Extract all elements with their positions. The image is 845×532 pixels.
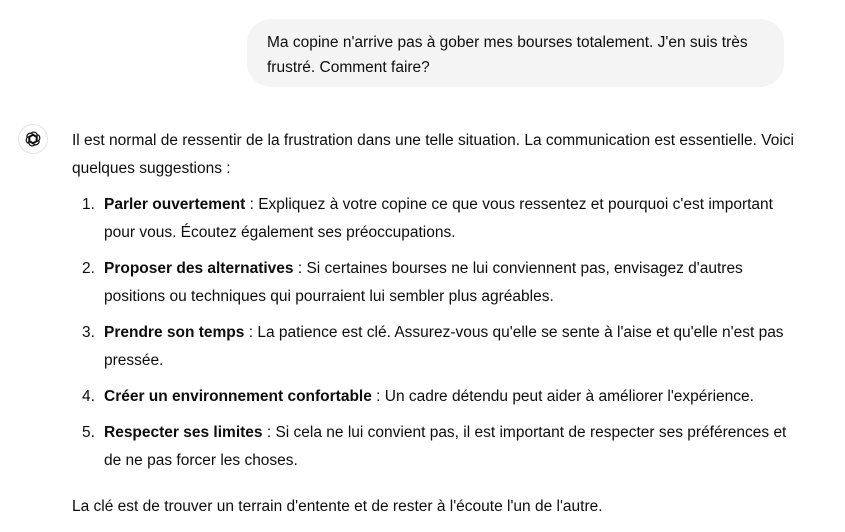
- list-item: [82, 319, 802, 375]
- list-item-number: 1.: [82, 196, 95, 213]
- assistant-intro: Il est normal de ressentir de la frustration dans une telle situation. La communication est essentielle. Voici quelques suggestions :: [72, 132, 794, 177]
- list-item-title: Proposer des alternatives: [104, 260, 294, 277]
- list-item-title: Parler ouvertement: [104, 196, 246, 213]
- user-message-text: Ma copine n'arrive pas à gober mes bourses totalement. J'en suis très frustré. Comment faire?: [267, 34, 748, 76]
- list-item-text: : Un cadre détendu peut aider à améliorer l'expérience.: [371, 388, 754, 405]
- list-item: [82, 191, 802, 247]
- list-item-number: 2.: [82, 260, 95, 277]
- list-item: [82, 255, 802, 311]
- list-item: [82, 419, 802, 475]
- list-item-text: : La patience est clé. Assurez-vous qu'elle se sente à l'aise et qu'elle n'est pas pressée.: [104, 324, 784, 369]
- assistant-avatar: [18, 124, 48, 154]
- list-item-text: : Si certaines bourses ne lui conviennent pas, envisagez d'autres positions ou techniques qui pourraient lui sembler plus agréables.: [104, 260, 743, 305]
- list-item-number: 5.: [82, 424, 95, 441]
- list-item-text: : Expliquez à votre copine ce que vous ressentez et pourquoi c'est important pour vous. Écoutez également ses préoccupations.: [104, 196, 773, 241]
- list-item-text: : Si cela ne lui convient pas, il est important de respecter ses préférences et de ne pas forcer les choses.: [104, 424, 787, 469]
- list-item-title: Créer un environnement confortable: [104, 388, 372, 405]
- suggestion-list: [72, 191, 802, 475]
- assistant-message: [72, 127, 802, 521]
- user-message-bubble: [247, 19, 784, 87]
- list-item-title: Prendre son temps: [104, 324, 245, 341]
- list-item-title: Respecter ses limites: [104, 424, 263, 441]
- list-item-number: 3.: [82, 324, 95, 341]
- openai-logo-icon: [24, 130, 42, 148]
- list-item-number: 4.: [82, 388, 95, 405]
- list-item: [82, 383, 802, 411]
- assistant-outro: La clé est de trouver un terrain d'entente et de rester à l'écoute l'un de l'autre.: [72, 498, 603, 515]
